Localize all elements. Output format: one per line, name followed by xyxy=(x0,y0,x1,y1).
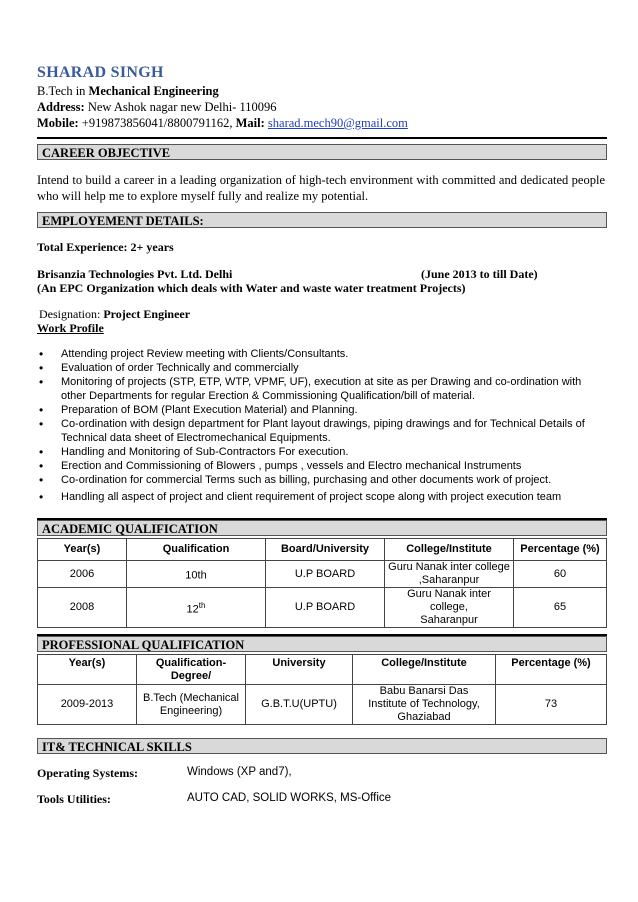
academic-table xyxy=(37,538,607,628)
company-name: Brisanzia Technologies Pvt. Ltd. Delhi xyxy=(37,267,233,281)
degree-field: Mechanical Engineering xyxy=(88,84,219,98)
career-objective-text: Intend to build a career in a leading organization of high-tech environment with committed and dedicated people who will help me to explore myself fully and realize my potential. xyxy=(37,173,605,203)
list-item: • Erection and Commissioning of Blowers , pumps , vessels and Electro mechanical Instruments xyxy=(39,459,522,473)
candidate-name: SHARAD SINGH xyxy=(37,64,164,81)
cell-percentage: 60 xyxy=(514,561,607,588)
col-header-qualification: Qualification- Degree/ xyxy=(137,655,246,685)
contact-line xyxy=(37,116,408,131)
cell-qualification: 12th xyxy=(127,588,266,628)
address-label: Address: xyxy=(37,100,85,114)
col-header-percentage: Percentage (%) xyxy=(514,539,607,561)
degree-line xyxy=(37,84,219,99)
cell-percentage: 73 xyxy=(496,685,607,725)
designation-value: Project Engineer xyxy=(100,307,191,321)
address-value: New Ashok nagar new Delhi- 110096 xyxy=(84,100,277,114)
cell-year: 2008 xyxy=(38,588,127,628)
total-experience: Total Experience: 2+ years xyxy=(37,240,174,254)
header-divider xyxy=(37,137,607,139)
col-header-qualification: Qualification xyxy=(127,539,266,561)
cell-college: Guru Nanak inter college, Saharanpur xyxy=(385,588,514,628)
designation-label: Designation: xyxy=(39,307,101,321)
employment-heading: EMPLOYEMENT DETAILS: xyxy=(37,212,607,228)
work-profile-heading: Work Profile xyxy=(37,321,104,335)
list-item: • Evaluation of order Technically and commercially xyxy=(39,361,299,375)
col-header-year: Year(s) xyxy=(38,655,137,685)
employment-period: (June 2013 to till Date) xyxy=(421,267,538,281)
bullet-icon: • xyxy=(39,347,44,361)
company-description: (An EPC Organization which deals with Water and waste water treatment Projects) xyxy=(37,281,466,295)
mobile-value: +919873856041/8800791162, xyxy=(78,116,236,130)
list-item: • Co-ordination for commercial Terms such as billing, purchasing and other documents work of project. xyxy=(39,473,552,487)
bullet-icon: • xyxy=(39,490,44,504)
cell-qualification: B.Tech (Mechanical Engineering) xyxy=(137,685,246,725)
mail-label: Mail: xyxy=(235,116,265,130)
degree-prefix: B.Tech in xyxy=(37,84,89,98)
col-header-university: University xyxy=(246,655,353,685)
bullet-icon: • xyxy=(39,445,44,459)
list-item: • Co-ordination with design department for Plant layout drawings, piping drawings and for Technical Details of Technical data sheet of Electromechanical Equipments. xyxy=(39,417,585,444)
col-header-year: Year(s) xyxy=(38,539,127,561)
table-row xyxy=(38,588,607,628)
career-objective-heading: CAREER OBJECTIVE xyxy=(37,144,607,160)
list-item: • Handling all aspect of project and client requirement of project scope along with project execution team xyxy=(39,490,562,504)
email-link[interactable]: sharad.mech90@gmail.com xyxy=(267,116,408,130)
os-label: Operating Systems: xyxy=(37,766,138,780)
cell-board: U.P BOARD xyxy=(266,561,385,588)
list-item: • Monitoring of projects (STP, ETP, WTP, VPMF, UF), execution at site as per Drawing and co-ordination with other Departments for regular Erection & Commissioning Qualification/bill of material. xyxy=(39,375,582,402)
list-item: • Preparation of BOM (Plant Execution Material) and Planning. xyxy=(39,403,358,417)
col-header-college: College/Institute xyxy=(353,655,496,685)
cell-percentage: 65 xyxy=(514,588,607,628)
table-row xyxy=(38,561,607,588)
cell-year: 2009-2013 xyxy=(38,685,137,725)
os-value: Windows (XP and7), xyxy=(187,766,292,778)
academic-heading: ACADEMIC QUALIFICATION xyxy=(37,520,607,536)
professional-heading: PROFESSIONAL QUALIFICATION xyxy=(37,636,607,652)
table-header-row xyxy=(38,655,607,685)
col-header-college: College/Institute xyxy=(385,539,514,561)
cell-qualification: 10th xyxy=(127,561,266,588)
designation-line xyxy=(39,307,190,322)
bullet-icon: • xyxy=(39,375,44,389)
cell-board: U.P BOARD xyxy=(266,588,385,628)
col-header-board: Board/University xyxy=(266,539,385,561)
bullet-icon: • xyxy=(39,417,44,431)
table-row xyxy=(38,685,607,725)
skills-heading: IT& TECHNICAL SKILLS xyxy=(37,738,607,754)
mobile-label: Mobile: xyxy=(37,116,79,130)
cell-university: G.B.T.U(UPTU) xyxy=(246,685,353,725)
address-line xyxy=(37,100,277,115)
bullet-icon: • xyxy=(39,459,44,473)
bullet-icon: • xyxy=(39,361,44,375)
table-header-row xyxy=(38,539,607,561)
list-item: • Attending project Review meeting with Clients/Consultants. xyxy=(39,347,349,361)
cell-college: Guru Nanak inter college ,Saharanpur xyxy=(385,561,514,588)
bullet-icon: • xyxy=(39,403,44,417)
cell-college: Babu Banarsi Das Institute of Technology, Ghaziabad xyxy=(353,685,496,725)
tools-label: Tools Utilities: xyxy=(37,792,111,806)
list-item: • Handling and Monitoring of Sub-Contractors For execution. xyxy=(39,445,349,459)
tools-value: AUTO CAD, SOLID WORKS, MS-Office xyxy=(187,792,392,804)
professional-table xyxy=(37,654,607,725)
work-profile-list xyxy=(37,347,607,504)
bullet-icon: • xyxy=(39,473,44,487)
col-header-percentage: Percentage (%) xyxy=(496,655,607,685)
cell-year: 2006 xyxy=(38,561,127,588)
